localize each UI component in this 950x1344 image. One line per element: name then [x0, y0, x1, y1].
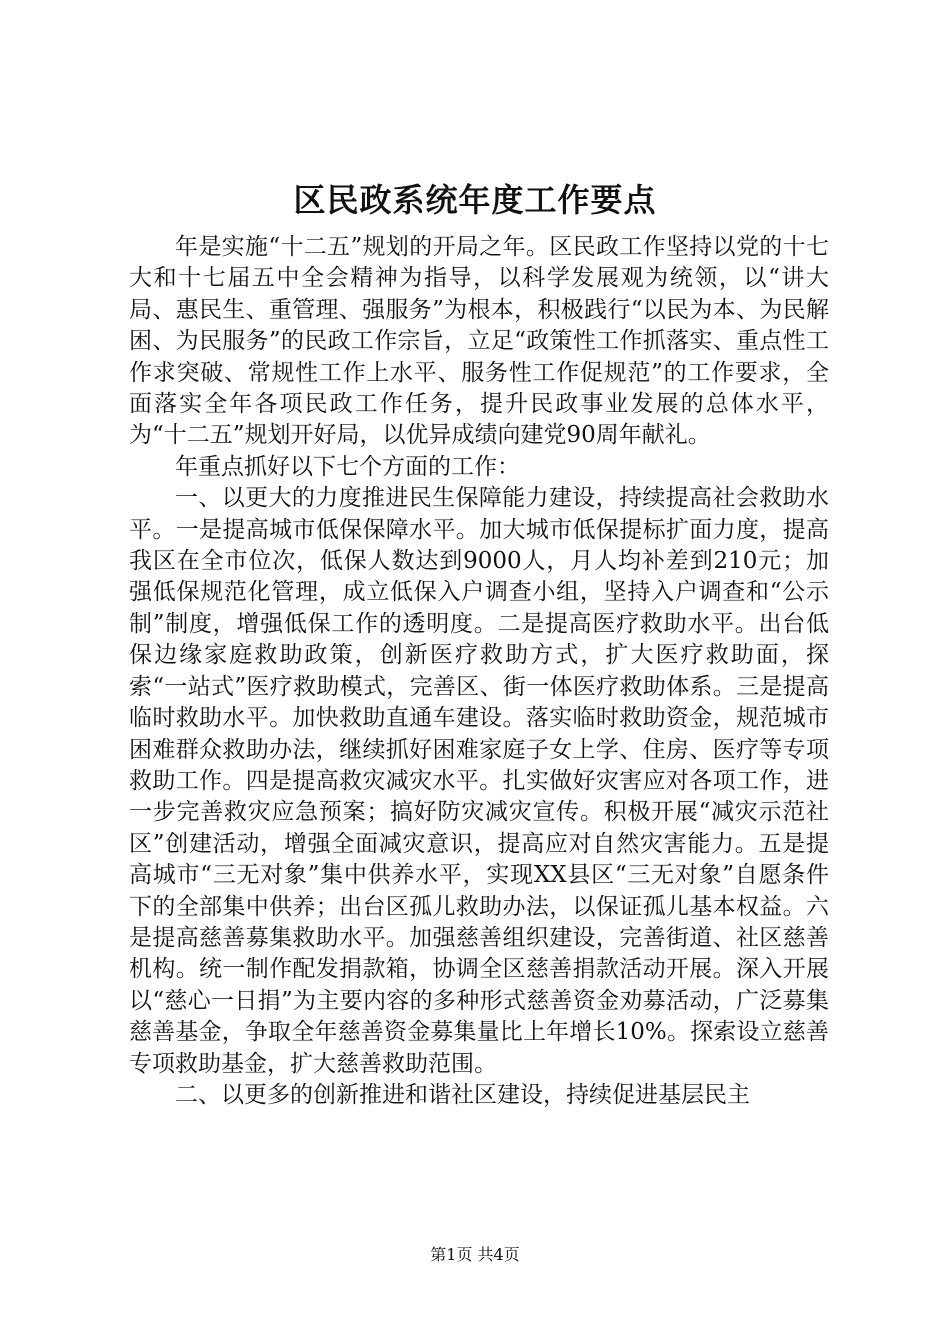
- page-number-footer: 第1页 共4页: [430, 1245, 520, 1264]
- paragraph-overview: 年重点抓好以下七个方面的工作：: [175, 453, 520, 480]
- paragraph-section-one: 一、以更大的力度推进民生保障能力建设，持续提高社会救助水平。一是提高城市低保保障水平。加大城市低保提标扩面力度，提高我区在全市位次，低保人数达到9000人，月人均补差到210元；加强低保规范化管理，成立低保入户调查小组，坚持入户调查和“公示制”制度，增强低保工作的透明度。二是提高医疗救助水平。出台低保边缘家庭救助政策，创新医疗救助方式，扩大医疗救助面，探索“一站式”医疗救助模式，完善区、街一体医疗救助体系。三是提高临时救助水平。加快救助直通车建设。落实临时救助资金，规范城市困难群众救助办法，继续抓好困难家庭子女上学、住房、医疗等专项救助工作。四是提高救灾减灾水平。扎实做好灾害应对各项工作，进一步完善救灾应急预案；搞好防灾减灾宣传。积极开展“减灾示范社区”创建活动，增强全面减灾意识，提高应对自然灾害能力。五是提高城市“三无对象”集中供养水平，实现XX县区“三无对象”自愿条件下的全部集中供养；出台区孤儿救助办法，以保证孤儿基本权益。六是提高慈善募集救助水平。加强慈善组织建设，完善街道、社区慈善机构。统一制作配发捐款箱，协调全区慈善捐款活动开展。深入开展以“慈心一日捐”为主要内容的多种形式慈善资金劝募活动，广泛募集慈善基金，争取全年慈善资金募集量比上年增长10%。探索设立慈善专项救助基金，扩大慈善救助范围。: [129, 485, 829, 1077]
- paragraph-intro: 年是实施“十二五”规划的开局之年。区民政工作坚持以党的十七大和十七届五中全会精神为指导，以科学发展观为统领，以“讲大局、惠民生、重管理、强服务”为根本，积极践行“以民为本、为民解困、为民服务”的民政工作宗旨，立足“政策性工作抓落实、重点性工作求突破、常规性工作上水平、服务性工作促规范”的工作要求，全面落实全年各项民政工作任务，提升民政事业发展的总体水平，为“十二五”规划开好局，以优异成绩向建党90周年献礼。: [129, 234, 829, 449]
- paragraph-section-two: 二、以更多的创新推进和谐社区建设，持续促进基层民主: [175, 1081, 750, 1108]
- document-body: [129, 232, 829, 1111]
- page-title: 区民政系统年度工作要点: [293, 181, 657, 219]
